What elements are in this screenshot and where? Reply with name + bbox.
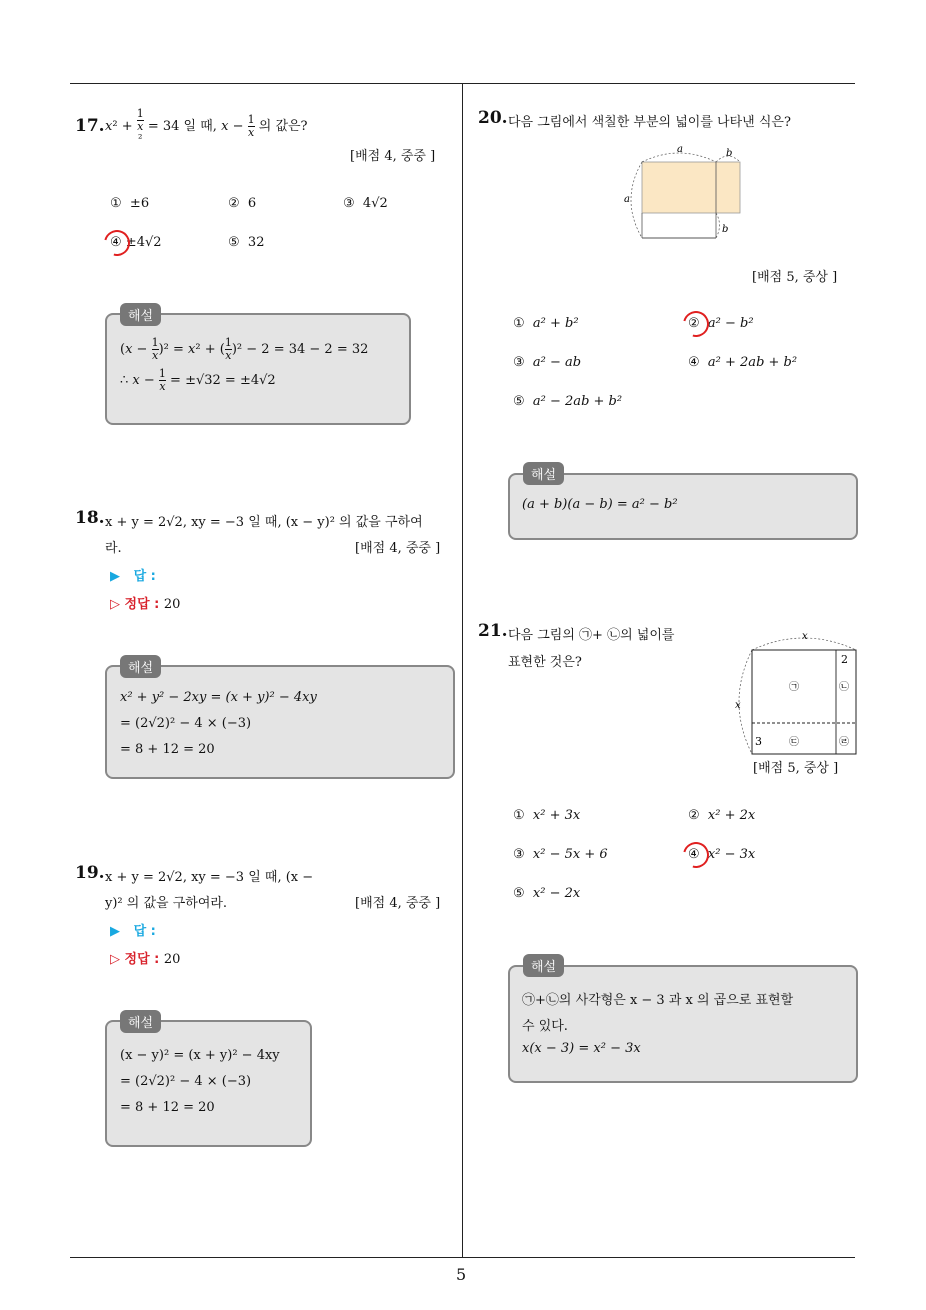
q21-region-2: ㉡ [839,682,849,693]
column-divider [462,83,463,1258]
q20-solution-tag: 해설 [523,462,564,485]
q21-solution-tag: 해설 [523,954,564,977]
q21-region-4: ㉣ [839,737,849,748]
q17-solution-tag: 해설 [120,303,161,326]
q20-question: 다음 그림에서 색칠한 부분의 넓이를 나타낸 식은? [508,115,791,130]
page-number: 5 [456,1265,467,1284]
q17-solution-line-1: (x − $\frac{1}{x}$ )² = x² + ( $\frac{1}{x}$ )² − 2 = 34 − 2 = 32 [120,336,369,362]
q20-choice-3[interactable]: ③ a² − ab [513,355,582,370]
q19-solution-line-3: = 8 + 12 = 20 [120,1100,215,1115]
q20-label-left-a: a [624,194,630,205]
q18-solution-line-2: = (2√2)² − 4 × (−3) [120,716,252,731]
q17-choice-1[interactable]: ① ±6 [110,196,150,211]
q20-choice-4[interactable]: ④ a² + 2ab + b² [688,355,798,370]
q17-choice-2[interactable]: ② 6 [228,196,257,211]
q21-answer-mark [678,837,714,873]
q17-frac-2: $\frac{1}{x}$ [247,113,255,139]
q20-choice-2[interactable]: ② a² − b² [688,316,754,331]
q17-choice-5[interactable]: ⑤ 32 [228,235,265,250]
q20-figure [620,140,750,245]
q21-choice-2[interactable]: ② x² + 2x [688,808,756,823]
q20-choice-5[interactable]: ⑤ a² − 2ab + b² [513,394,623,409]
q20-choice-1[interactable]: ① a² + b² [513,316,579,331]
q21-label-left-x: x [735,700,741,711]
q20-label-right-b: b [722,224,729,235]
q21-question-line-2: 표현한 것은? [508,655,582,670]
q21-label-2: 2 [841,653,848,666]
q19-question-line-2: y)² 의 값을 구하여라. [105,896,228,911]
q19-number: 19. [75,863,105,883]
q21-label-top-x: x [802,631,808,642]
q18-solution-line-3: = 8 + 12 = 20 [120,742,215,757]
q19-solution-tag: 해설 [120,1010,161,1033]
q18-solution-tag: 해설 [120,655,161,678]
q21-region-1: ㉠ [789,682,799,693]
q17-cond: = 34 일 때, [147,119,217,134]
q21-choice-5[interactable]: ⑤ x² − 2x [513,886,581,901]
q21-choice-3[interactable]: ③ x² − 5x + 6 [513,847,608,862]
q21-label-3: 3 [755,735,762,748]
q17-frac-1: 1 x ² [136,107,144,145]
q21-choice-1[interactable]: ① x² + 3x [513,808,581,823]
q18-question-line-2: 라. [105,541,122,556]
q21-number: 21. [478,621,508,641]
q21-solution-line-1: ㉠+㉡의 사각형은 x − 3 과 x 의 곱으로 표현할 [522,993,794,1008]
q21-solution-line-3: x(x − 3) = x² − 3x [522,1041,641,1056]
q17-suffix: 의 값은? [258,119,308,134]
q21-solution-line-2: 수 있다. [522,1019,568,1034]
q20-number: 20. [478,108,508,128]
q19-solution-line-2: = (2√2)² − 4 × (−3) [120,1074,252,1089]
q21-choice-4[interactable]: ④ x² − 3x [688,847,756,862]
q20-answer-mark [678,306,714,342]
q21-meta: [배점 5, 중상 ] [753,757,838,776]
q17-meta: [배점 4, 중중 ] [350,149,436,164]
q21-figure [730,630,860,760]
q21-region-3: ㉢ [789,737,799,748]
q19-meta: [배점 4, 중중 ] [355,896,441,911]
q18-solution-line-1: x² + y² − 2xy = (x + y)² − 4xy [120,690,317,705]
q21-question-line-1: 다음 그림의 ㉠+ ㉡의 넓이를 [508,628,675,643]
q20-solution-line-1: (a + b)(a − b) = a² − b² [522,497,678,512]
q17-answer-mark [99,225,135,261]
q20-shaded-region [642,162,740,213]
q17-number: 17. [75,116,105,136]
q20-label-top-a: a [677,144,683,155]
q18-number: 18. [75,508,105,528]
q19-solution-line-1: (x − y)² = (x + y)² − 4xy [120,1048,280,1063]
q18-question-line-1: x + y = 2√2, xy = −3 일 때, (x − y)² 의 값을 구하여 [105,515,423,530]
q19-question-line-1: x + y = 2√2, xy = −3 일 때, (x − [105,870,314,885]
q20-meta: [배점 5, 중상 ] [752,270,838,285]
q17-solution-line-2: ∴ x − $\frac{1}{x}$ = ±√32 = ±4√2 [120,367,276,393]
q19-correct-row: ▷ 정답 : 20 [110,952,181,967]
q18-correct-row: ▷ 정답 : 20 [110,597,181,612]
q18-meta: [배점 4, 중중 ] [355,541,441,556]
bottom-rule [70,1257,855,1258]
q17-choice-4[interactable]: ④ ±4√2 [110,235,162,250]
q17-question: x² + 1 x ² = 34 일 때, x − $\frac{1}{x}$ 의 값은? [105,107,308,145]
q18-answer-row: ▶ 답 : [110,569,156,584]
q20-label-top-b: b [726,148,733,159]
q17-choice-3[interactable]: ③ 4√2 [343,196,388,211]
q19-answer-row: ▶ 답 : [110,924,156,939]
